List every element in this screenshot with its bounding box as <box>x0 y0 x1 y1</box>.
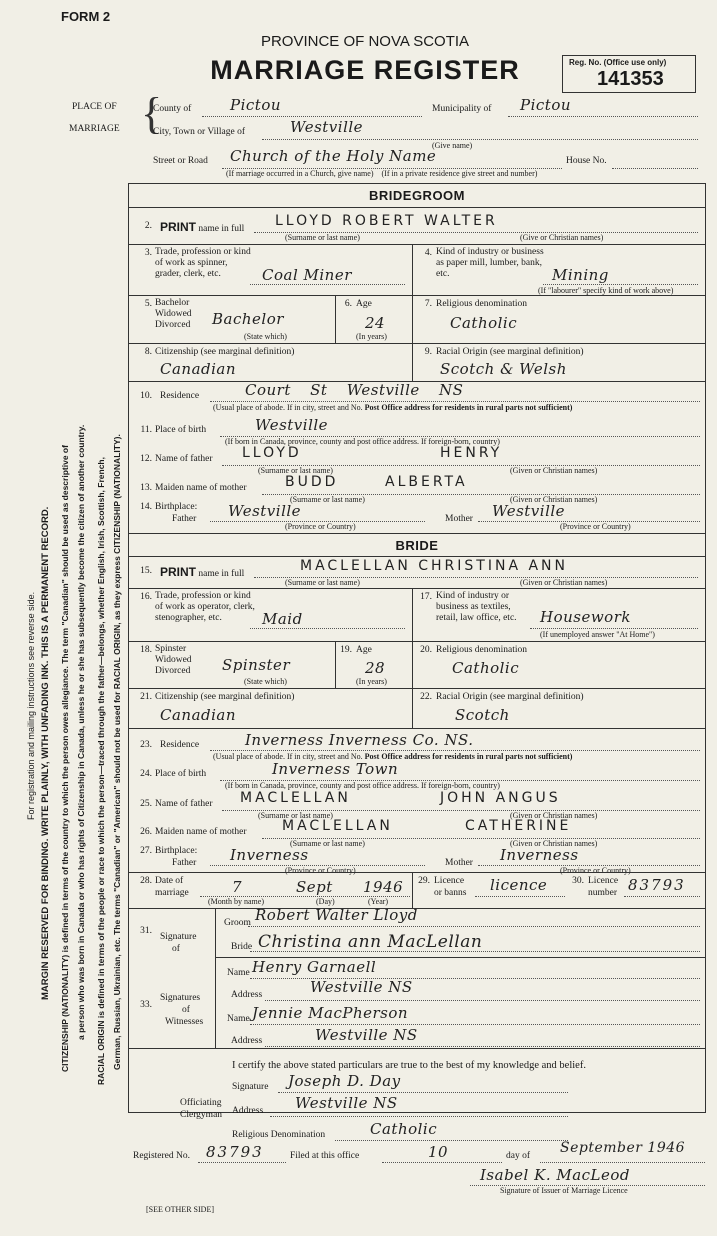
f6-num: 6. <box>344 299 352 309</box>
bride-marital-status: Spinster <box>222 656 291 674</box>
f4-note: (If "labourer" specify kind of work above) <box>538 286 674 295</box>
street-label: Street or Road <box>153 156 208 166</box>
county-value: Pictou <box>230 96 282 114</box>
f15-num: 15. <box>140 566 152 576</box>
f17-label: Kind of industry or business as textiles, retail, law office, etc. <box>436 591 517 623</box>
f3-label: Trade, profession or kind of work as spinner, grader, clerk, etc. <box>155 247 251 279</box>
w1-name-label: Name <box>227 968 250 978</box>
marriage-year: 1946 <box>363 878 404 896</box>
bride-father-surname: MACLELLAN <box>240 790 351 806</box>
f26-note-surname: (Surname or last name) <box>290 839 365 848</box>
day-of-label: day of <box>506 1151 531 1161</box>
bride-name: MACLELLAN CHRISTINA ANN <box>300 558 569 574</box>
f28-num: 28. <box>140 876 152 886</box>
f12-note-given: (Given or Christian names) <box>510 466 598 475</box>
bride-age: 28 <box>365 659 386 677</box>
f29-label-b: or banns <box>434 888 467 898</box>
bride-occupation: Maid <box>262 610 303 628</box>
f2-note-surname: (Surname or last name) <box>285 233 360 242</box>
marriage-month: Sept <box>296 878 333 896</box>
f26-note-given: (Given or Christian names) <box>510 839 598 848</box>
f4-label: Kind of industry or business as paper mill, lumber, bank, etc. <box>436 247 544 279</box>
f12-note-surname: (Surname or last name) <box>258 466 333 475</box>
bride-birthplace: Inverness Town <box>272 760 399 778</box>
f5-num: 5. <box>144 299 152 309</box>
f16-num: 16. <box>140 592 152 602</box>
page-title: MARRIAGE REGISTER <box>210 55 520 85</box>
reg-no-label: Reg. No. (Office use only) <box>569 58 667 67</box>
f28-note-month: (Month by name) <box>208 897 264 906</box>
f19-num: 19. <box>340 645 352 655</box>
f33-label-a: Signatures <box>160 993 201 1003</box>
margin-line-1: MARGIN RESERVED FOR BINDING. WRITE PLAINLY, WITH UNFADING INK. THIS IS A PERMANENT RECORD. <box>40 506 51 1000</box>
f4-num: 4. <box>424 248 432 258</box>
marriage-day: 7 <box>232 878 243 896</box>
f22-label: Racial Origin (see marginal definition) <box>436 692 584 702</box>
street-note: (If marriage occurred in a Church, give name) (If in a private residence give street and number) <box>226 169 538 178</box>
f11-note: (If born in Canada, province, county and post office address. If foreign-born, country) <box>225 437 500 446</box>
f13-label: Maiden name of mother <box>155 483 247 493</box>
f27-note-father: (Province or Country) <box>285 866 356 875</box>
f25-label: Name of father <box>155 799 213 809</box>
witness1-address: Westville NS <box>310 978 413 996</box>
f7-label: Religious denomination <box>436 299 528 309</box>
cert-religious-label: Religious Denomination <box>232 1130 326 1140</box>
f17-note: (If unemployed answer "At Home") <box>540 630 655 639</box>
f25-note-given: (Given or Christian names) <box>510 811 598 820</box>
filed-day: 10 <box>428 1143 449 1161</box>
f31-num: 31. <box>140 926 152 936</box>
f23-num: 23. <box>140 740 152 750</box>
f24-num: 24. <box>140 769 152 779</box>
f13-num: 13. <box>140 483 152 493</box>
groom-racial-origin: Scotch & Welsh <box>440 360 567 378</box>
bride-religion: Catholic <box>452 659 520 677</box>
f18-num: 18. <box>140 645 152 655</box>
cert-address-label: Address <box>232 1106 264 1116</box>
clergy-signature: Joseph D. Day <box>288 1072 401 1090</box>
f28-label-a: Date of <box>155 876 184 886</box>
w2-name-label: Name <box>227 1014 250 1024</box>
f33-label-b: of <box>182 1005 190 1015</box>
f8-label: Citizenship (see marginal definition) <box>155 347 295 357</box>
f10-label: Residence <box>160 391 200 401</box>
f29-num: 29. <box>418 876 430 886</box>
bride-mother-birthplace: Inverness <box>500 846 579 864</box>
margin-line-6: German, Russian, Ukrainian, etc. The terms "Canadian" or "American" should not be used for RACIAL ORIGIN, as they express CITIZENSHIP (NATIONALITY). <box>112 434 122 1070</box>
province-heading: PROVINCE OF NOVA SCOTIA <box>260 33 470 50</box>
f24-note: (If born in Canada, province, county and post office address. If foreign-born, country) <box>225 781 500 790</box>
registered-label: Registered No. <box>133 1151 190 1161</box>
bride-mother-given: CATHERINE <box>465 818 572 834</box>
f31-label-a: Signature <box>160 932 197 942</box>
reg-no-value: 141353 <box>597 68 664 90</box>
groom-father-surname: LLOYD <box>242 445 302 461</box>
f31-label-b: of <box>172 944 180 954</box>
f19-note: (In years) <box>356 677 387 686</box>
f27-num: 27. <box>140 846 152 856</box>
f27-label-a: Birthplace: <box>155 846 198 856</box>
bride-racial-origin: Scotch <box>455 706 510 724</box>
f8-num: 8. <box>144 347 152 357</box>
f2-label-text: name in full <box>198 224 245 234</box>
f27-label-b: Father <box>172 858 197 868</box>
margin-line-5: RACIAL ORIGIN is defined in terms of the people or race to which the person—traced through the father—belongs, whether English, Irish, Scottish, French, <box>96 457 106 1085</box>
f26-num: 26. <box>140 827 152 837</box>
groom-father-birthplace: Westville <box>228 502 302 520</box>
f6-label: Age <box>356 299 372 309</box>
municipality-value: Pictou <box>520 96 572 114</box>
f17-num: 17. <box>420 592 432 602</box>
certify-statement: I certify the above stated particulars are true to the best of my knowledge and belief. <box>232 1060 586 1071</box>
reg-no-box <box>562 55 696 93</box>
f22-num: 22. <box>420 692 432 702</box>
place-brace: { <box>141 89 163 138</box>
place-label-2: MARRIAGE <box>69 124 120 134</box>
officiating-label-a: Officiating <box>180 1098 222 1108</box>
groom-signature: Robert Walter Lloyd <box>255 906 418 924</box>
groom-marital-status: Bachelor <box>212 310 284 328</box>
bride-heading: BRIDE <box>395 538 439 553</box>
f21-num: 21. <box>140 692 152 702</box>
f12-num: 12. <box>140 454 152 464</box>
f10-note <box>213 403 572 412</box>
f29-label-a: Licence <box>434 876 465 886</box>
f14-label-a: Birthplace: <box>155 502 198 512</box>
f2-label <box>160 220 244 234</box>
cert-signature-label: Signature <box>232 1082 269 1092</box>
margin-line-3: CITIZENSHIP (NATIONALITY) is defined in terms of the country to which the person owes allegiance. The term "Canadian" should be used as descriptive of <box>60 445 70 1072</box>
groom-religion: Catholic <box>450 314 518 332</box>
f11-label: Place of birth <box>155 425 207 435</box>
w2-address-label: Address <box>231 1036 263 1046</box>
margin-line-4: a person who was born in Canada or who has rights of Citizenship in Canada, unless he or she has subsequently become the citizen of another country. <box>76 424 86 1040</box>
f28-note-year: (Year) <box>368 897 389 906</box>
municipality-label: Municipality of <box>432 104 492 114</box>
witness1-name: Henry Garnaell <box>252 958 377 976</box>
bride-father-given: JOHN ANGUS <box>440 790 561 806</box>
f15-label-text: name in full <box>198 569 245 579</box>
f9-num: 9. <box>424 347 432 357</box>
f30-label-b: number <box>588 888 618 898</box>
bridegroom-heading: BRIDEGROOM <box>369 188 465 203</box>
f33-label-c: Witnesses <box>165 1017 204 1027</box>
issuer-label: Signature of Issuer of Marriage Licence <box>500 1186 628 1195</box>
f10-note-a: (Usual place of abode. If in city, street and No. <box>213 403 363 412</box>
filed-month-year: September 1946 <box>560 1140 686 1156</box>
groom-occupation: Coal Miner <box>262 266 352 284</box>
groom-mother-given: ALBERTA <box>385 474 468 490</box>
f6-note: (In years) <box>356 332 387 341</box>
groom-mother-birthplace: Westville <box>492 502 566 520</box>
f27-mother-label: Mother <box>445 858 473 868</box>
f28-label-b: marriage <box>155 888 189 898</box>
f25-num: 25. <box>140 799 152 809</box>
give-name-note: (Give name) <box>432 141 473 150</box>
f14-note-father: (Province or Country) <box>285 522 356 531</box>
bride-sig-label: Bride <box>231 942 253 952</box>
groom-sig-label: Groom <box>224 918 251 928</box>
form-label: FORM 2 <box>61 9 111 24</box>
f24-label: Place of birth <box>155 769 207 779</box>
f2-num: 2. <box>144 221 152 231</box>
bride-industry: Housework <box>540 608 631 626</box>
f10-note-b: Post Office address for residents in rural parts not sufficient) <box>364 403 573 412</box>
f14-num: 14. <box>140 502 152 512</box>
place-label-1: PLACE OF <box>72 102 117 112</box>
clergy-address: Westville NS <box>295 1094 398 1112</box>
officiating-label-b: Clergyman <box>180 1110 223 1120</box>
f14-label-b: Father <box>172 514 197 524</box>
f33-num: 33. <box>140 1000 152 1010</box>
see-other-side: [SEE OTHER SIDE] <box>146 1205 214 1214</box>
f13-note-given: (Given or Christian names) <box>510 495 598 504</box>
licence-or-banns: licence <box>490 876 548 894</box>
groom-residence: Court St Westville NS <box>245 381 464 399</box>
f14-note-mother: (Province or Country) <box>560 522 631 531</box>
f19-label: Age <box>356 645 372 655</box>
f30-num: 30. <box>572 876 584 886</box>
f18-label: Spinster Widowed Divorced <box>155 644 192 676</box>
f23-label: Residence <box>160 740 200 750</box>
f18-note: (State which) <box>244 677 287 686</box>
city-label: City, Town or Village of <box>153 127 245 137</box>
f10-num: 10. <box>140 391 152 401</box>
bride-father-birthplace: Inverness <box>230 846 309 864</box>
filed-label: Filed at this office <box>290 1151 360 1161</box>
f20-label: Religious denomination <box>436 645 528 655</box>
f26-label: Maiden name of mother <box>155 827 247 837</box>
registered-number: 83793 <box>206 1143 264 1161</box>
groom-industry: Mining <box>552 266 609 284</box>
groom-birthplace: Westville <box>255 416 329 434</box>
bride-residence: Inverness Inverness Co. NS. <box>245 731 474 749</box>
groom-name: LLOYD ROBERT WALTER <box>275 213 498 229</box>
county-label: County of <box>153 104 192 114</box>
f5-note: (State which) <box>244 332 287 341</box>
f20-num: 20. <box>420 645 432 655</box>
issuer-signature: Isabel K. MacLeod <box>480 1166 631 1184</box>
f23-note-b: Post Office address for residents in rural parts not sufficient) <box>364 752 573 761</box>
f21-label: Citizenship (see marginal definition) <box>155 692 295 702</box>
bride-citizenship: Canadian <box>160 706 237 724</box>
witness2-name: Jennie MacPherson <box>252 1004 409 1022</box>
house-no-label: House No. <box>566 156 607 166</box>
groom-citizenship: Canadian <box>160 360 237 378</box>
f27-note-mother: (Province or Country) <box>560 866 631 875</box>
f12-label: Name of father <box>155 454 213 464</box>
margin-line-2: For registration and mailing instructions see reverse side. <box>26 591 36 820</box>
groom-father-given: HENRY <box>440 445 503 461</box>
f5-label: Bachelor Widowed Divorced <box>155 298 192 330</box>
f16-label: Trade, profession or kind of work as operator, clerk, stenographer, etc. <box>155 591 255 623</box>
groom-mother-surname: BUDD <box>285 474 339 490</box>
f11-num: 11. <box>140 425 152 435</box>
city-value: Westville <box>290 118 364 136</box>
f2-label-bold: PRINT <box>160 220 196 234</box>
f28-note-day: (Day) <box>316 897 335 906</box>
f15-note-given: (Given or Christian names) <box>520 578 608 587</box>
f30-label-a: Licence <box>588 876 619 886</box>
f2-note-given: (Give or Christian names) <box>520 233 604 242</box>
f15-note-surname: (Surname or last name) <box>285 578 360 587</box>
street-value: Church of the Holy Name <box>230 147 437 165</box>
f3-num: 3. <box>144 248 152 258</box>
f23-note-a: (Usual place of abode. If in city, street and No. <box>213 752 363 761</box>
f15-label-bold: PRINT <box>160 565 196 579</box>
f9-label: Racial Origin (see marginal definition) <box>436 347 584 357</box>
bride-mother-surname: MACLELLAN <box>282 818 393 834</box>
f13-note-surname: (Surname or last name) <box>290 495 365 504</box>
f7-num: 7. <box>424 299 432 309</box>
licence-number: 83793 <box>628 876 686 894</box>
groom-age: 24 <box>365 314 386 332</box>
f25-note-surname: (Surname or last name) <box>258 811 333 820</box>
witness2-address: Westville NS <box>315 1026 418 1044</box>
clergy-religion: Catholic <box>370 1120 438 1138</box>
bride-signature: Christina ann MacLellan <box>258 932 483 952</box>
w1-address-label: Address <box>231 990 263 1000</box>
f14-mother-label: Mother <box>445 514 473 524</box>
f15-label <box>160 565 244 579</box>
